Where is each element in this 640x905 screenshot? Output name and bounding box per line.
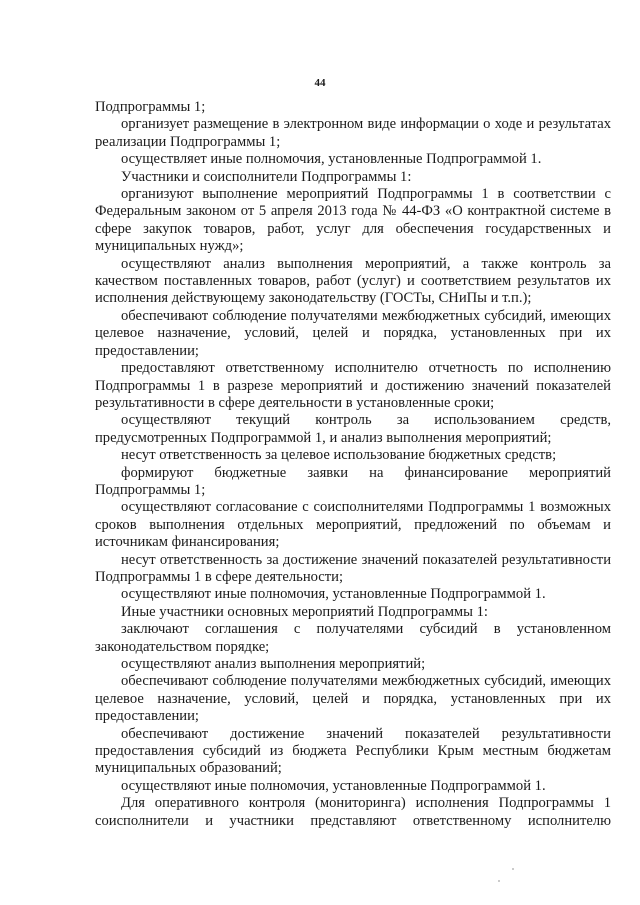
- paragraph: осуществляют иные полномочия, установленные Подпрограммой 1.: [121, 586, 546, 603]
- paragraph: Для оперативного контроля (мониторинга) исполнения Подпрограммы 1 соисполнители и участники представляют ответственному исполнителю: [95, 795, 611, 829]
- document-body: [95, 99, 611, 830]
- paragraph: осуществляют анализ выполнения мероприятий, а также контроль за качеством поставленных товаров, работ (услуг) и соответствием результатов их исполнения действующему законодательству (ГОСТы, СНиПы и т.п.);: [95, 255, 611, 307]
- paragraph: организуют выполнение мероприятий Подпрограммы 1 в соответствии с Федеральным законом от 5 апреля 2013 года № 44-ФЗ «О контрактной системе в сфере закупок товаров, работ, услуг для обеспечения государственных и муниципальных нужд»;: [95, 186, 611, 255]
- paragraph: осуществляют текущий контроль за использованием средств, предусмотренных Подпрограммой 1, и анализ выполнения мероприятий;: [95, 412, 611, 446]
- scan-artifact: [512, 868, 514, 870]
- paragraph: осуществляют иные полномочия, установленные Подпрограммой 1.: [121, 777, 546, 794]
- paragraph: предоставляют ответственному исполнителю отчетность по исполнению Подпрограммы 1 в разрезе мероприятий и достижению значений показателей результативности в сфере деятельности в установленные сроки;: [95, 360, 611, 411]
- paragraph: несут ответственность за достижение значений показателей результативности Подпрограммы 1 в сфере деятельности;: [95, 551, 611, 585]
- paragraph: осуществляют анализ выполнения мероприятий;: [121, 656, 426, 672]
- paragraph: обеспечивают соблюдение получателями межбюджетных субсидий, имеющих целевое назначение, условий, целей и порядка, установленных при их предоставлении;: [95, 673, 611, 725]
- paragraph: Иные участники основных мероприятий Подпрограммы 1:: [121, 603, 488, 620]
- paragraph: осуществляет иные полномочия, установленные Подпрограммой 1.: [121, 151, 542, 168]
- paragraph: обеспечивают соблюдение получателями межбюджетных субсидий, имеющих целевое назначение, условий, целей и порядка, установленных при их предоставлении;: [95, 307, 611, 359]
- paragraph: несут ответственность за целевое использование бюджетных средств;: [121, 447, 557, 464]
- paragraph: Участники и соисполнители Подпрограммы 1:: [121, 168, 412, 185]
- paragraph: Подпрограммы 1;: [95, 99, 206, 115]
- paragraph: осуществляют согласование с соисполнителями Подпрограммы 1 возможных сроков выполнения отдельных мероприятий, предложений по объемам и источникам финансирования;: [95, 499, 611, 551]
- paragraph: формируют бюджетные заявки на финансирование мероприятий Подпрограммы 1;: [95, 464, 611, 498]
- paragraph: организует размещение в электронном виде информации о ходе и результатах реализации Подпрограммы 1;: [95, 116, 611, 150]
- page-number: 44: [314, 77, 326, 89]
- scan-artifact: [498, 880, 500, 882]
- paragraph: обеспечивают достижение значений показателей результативности предоставления субсидий из бюджета Республики Крым местным бюджетам муниципальных образований;: [95, 725, 611, 777]
- paragraph: заключают соглашения с получателями субсидий в установленном законодательством порядке;: [95, 621, 611, 655]
